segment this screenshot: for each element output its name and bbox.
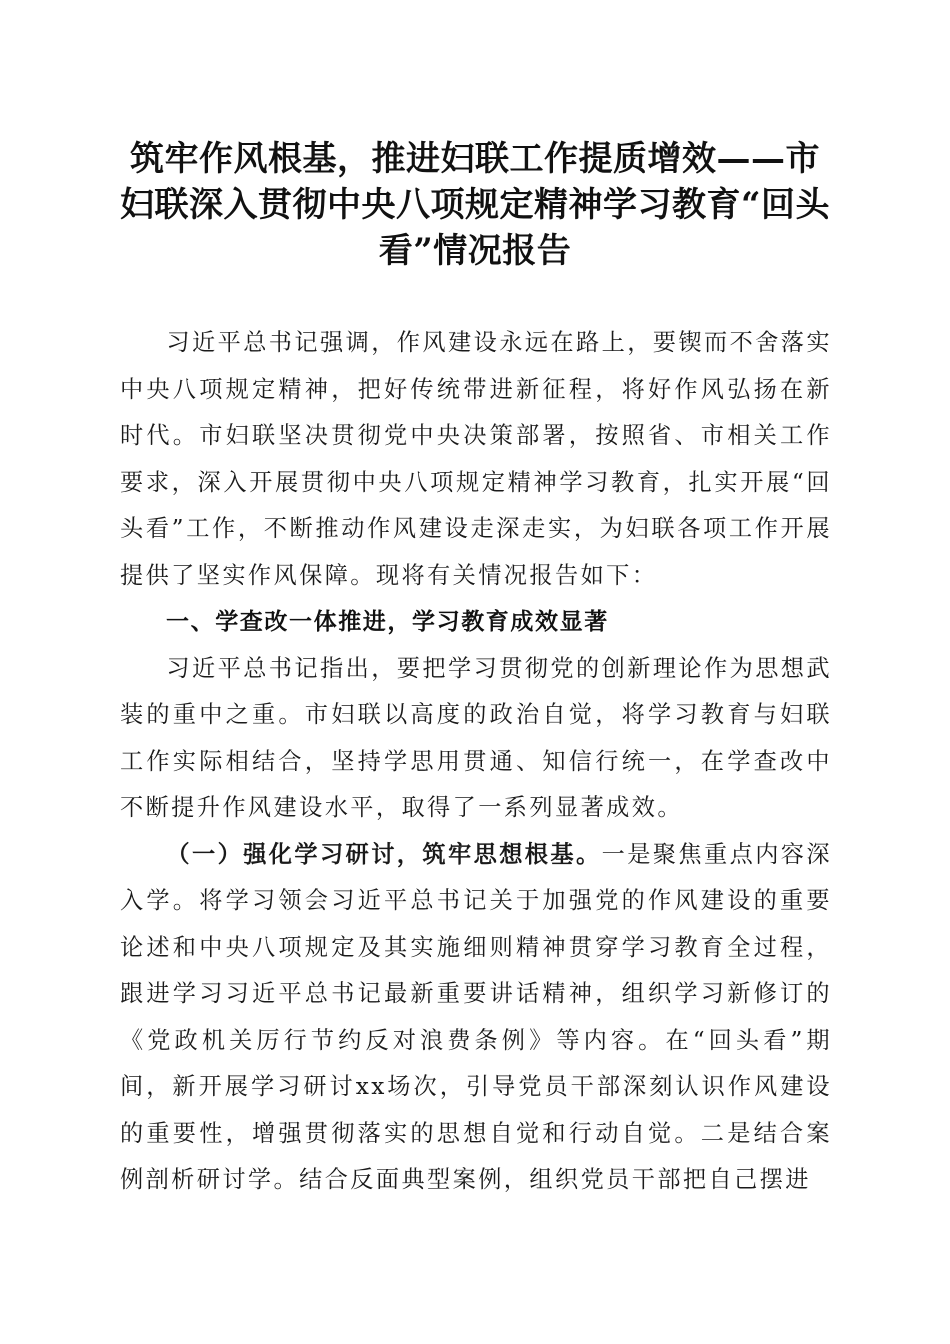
subsection-text: 一是聚焦重点内容深入学。将学习领会习近平总书记关于加强党的作风建设的重要论述和中央八项规定及其实施细则精神贯穿学习教育全过程，跟进学习习近平总书记最新重要讲话精神，组织学习新修订的《党政机关厉行节约反对浪费条例》等内容。在“回头看”期间，新开展学习研讨xx场次，引导党员干部深刻认识作风建设的重要性，增强贯彻落实的思想自觉和行动自觉。二是结合案例剖析研讨学。结合反面典型案例，组织党员干部把自己摆进 [120, 840, 832, 1193]
subsection-heading: （一）强化学习研讨，筑牢思想根基。 [166, 840, 602, 868]
section-heading: 一、学查改一体推进，学习教育成效显著 [166, 609, 609, 635]
subsection-paragraph [120, 832, 832, 1204]
document-body [120, 320, 832, 1204]
document-title: 筑牢作风根基，推进妇联工作提质增效——市妇联深入贯彻中央八项规定精神学习教育“回头看”情况报告 [119, 139, 831, 271]
section-paragraph: 习近平总书记指出，要把学习贯彻党的创新理论作为思想武装的重中之重。市妇联以高度的政治自觉，将学习教育与妇联工作实际相结合，坚持学思用贯通、知信行统一，在学查改中不断提升作风建设水平，取得了一系列显著成效。 [120, 654, 832, 821]
intro-paragraph: 习近平总书记强调，作风建设永远在路上，要锲而不舍落实中央八项规定精神，把好传统带进新征程，将好作风弘扬在新时代。市妇联坚决贯彻党中央决策部署，按照省、市相关工作要求，深入开展贯彻中央八项规定精神学习教育，扎实开展“回头看”工作，不断推动作风建设走深走实，为妇联各项工作开展提供了坚实作风保障。现将有关情况报告如下： [120, 329, 832, 589]
